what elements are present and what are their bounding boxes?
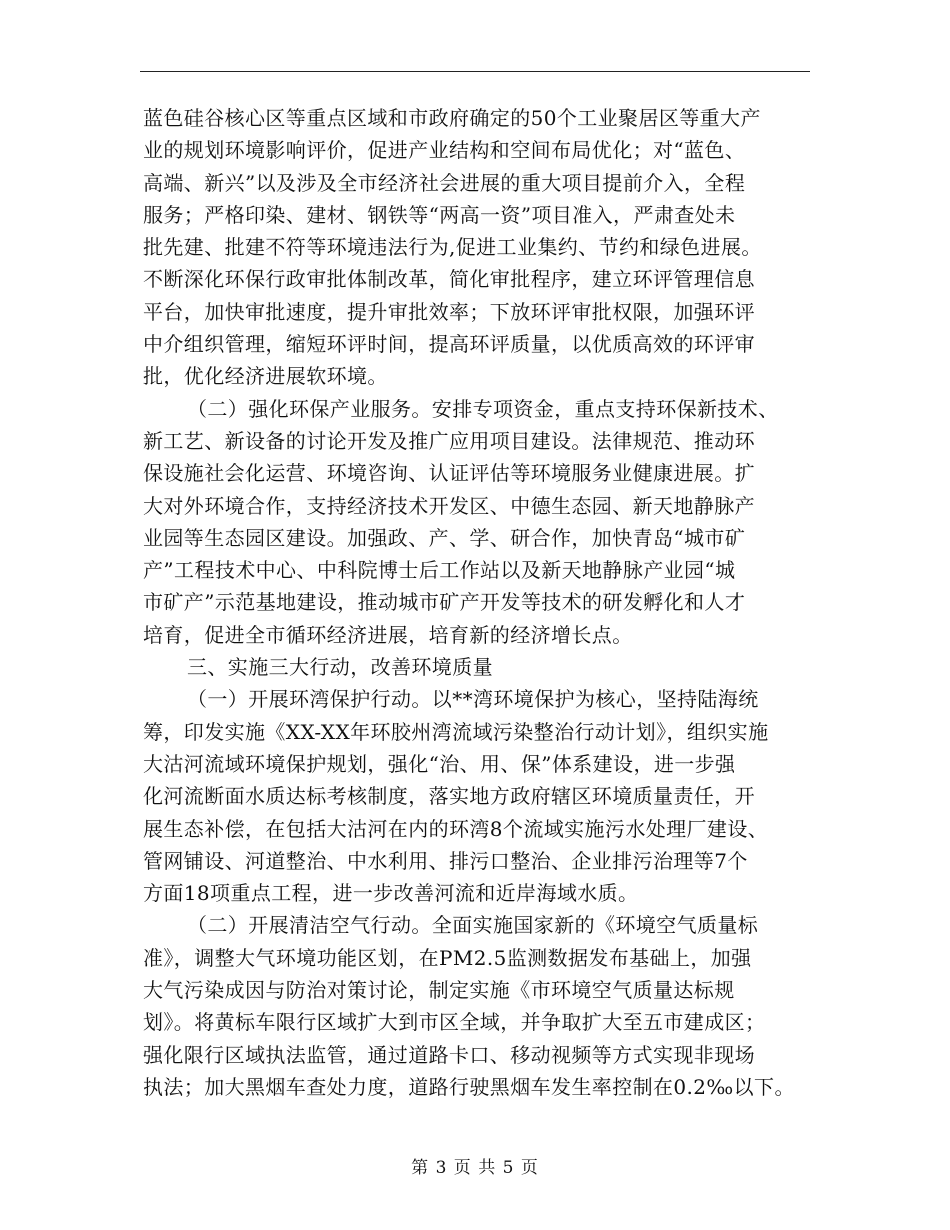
text-line: 新工艺、新设备的讨论开发及推广应用项目建设。法律规范、推动环 xyxy=(143,428,755,453)
text-line: 平台，加快审批速度，提升审批效率；下放环评审批权限，加强环评 xyxy=(143,299,755,324)
text-line: 批，优化经济进展软环境。 xyxy=(143,364,388,389)
text-line: 大气污染成因与防治对策讨论，制定实施《市环境空气质量达标规 xyxy=(143,978,735,1003)
document-body xyxy=(143,102,843,1103)
text-line: 划》。将黄标车限行区域扩大到市区全域，并争取扩大至五市建成区； xyxy=(143,1010,766,1035)
page-footer: 第 3 页 共 5 页 xyxy=(411,1158,539,1178)
text-line: 批先建、批建不符等环境违法行为,促进工业集约、节约和绿色进展。 xyxy=(143,235,762,260)
text-line: 强化限行区域执法监管，通过道路卡口、移动视频等方式实现非现场 xyxy=(143,1042,755,1067)
text-line: 展生态补偿，在包括大沽河在内的环湾8个流域实施污水处理厂建设、 xyxy=(143,816,769,841)
text-line: 市矿产”示范基地建设，推动城市矿产开发等技术的研发孵化和人才 xyxy=(143,590,746,615)
text-line: 方面18项重点工程，进一步改善河流和近岸海域水质。 xyxy=(143,881,639,906)
text-line: 蓝色硅谷核心区等重点区域和市政府确定的50个工业聚居区等重大产 xyxy=(143,106,761,130)
text-line: 筹，印发实施《XX-XX年环胶州湾流域污染整治行动计划》，组织实施 xyxy=(143,719,769,744)
text-line: 服务；严格印染、建材、钢铁等“两高一资”项目准入，严肃查处未 xyxy=(143,202,736,227)
text-line: 准》，调整大气环境功能区划，在PM2.5监测数据发布基础上，加强 xyxy=(143,945,752,970)
text-line: 执法；加大黑烟车查处力度，道路行驶黑烟车发生率控制在0.2‰以下。 xyxy=(143,1074,795,1099)
text-line: 中介组织管理，缩短环评时间，提高环评质量，以优质高效的环评审 xyxy=(143,332,755,357)
text-line: 培育，促进全市循环经济进展，培育新的经济增长点。 xyxy=(143,622,633,647)
text-line: （二）强化环保产业服务。安排专项资金，重点支持环保新技术、 xyxy=(187,396,779,421)
text-line: 不断深化环保行政审批体制改革，简化审批程序，建立环评管理信息 xyxy=(143,267,755,292)
text-line: 三、实施三大行动，改善环境质量 xyxy=(187,655,493,680)
text-line: 管网铺设、河道整治、中水利用、排污口整治、企业排污治理等7个 xyxy=(143,848,748,873)
header-rule xyxy=(140,71,810,72)
text-line: 业园等生态园区建设。加强政、产、学、研合作，加快青岛“城市矿 xyxy=(143,525,746,550)
text-line: 高端、新兴”以及涉及全市经济社会进展的重大项目提前介入，全程 xyxy=(143,170,746,195)
text-line: （一）开展环湾保护行动。以**湾环境保护为核心，坚持陆海统 xyxy=(187,687,759,712)
text-line: 化河流断面水质达标考核制度，落实地方政府辖区环境质量责任，开 xyxy=(143,784,755,809)
text-line: 大沽河流域环境保护规划，强化“治、用、保”体系建设，进一步强 xyxy=(143,751,736,776)
text-line: 产”工程技术中心、中科院博士后工作站以及新天地静脉产业园“城 xyxy=(143,558,736,583)
text-line: 保设施社会化运营、环境咨询、认证评估等环境服务业健康进展。扩 xyxy=(143,461,755,486)
text-line: （二）开展清洁空气行动。全面实施国家新的《环境空气质量标 xyxy=(187,913,759,938)
text-line: 业的规划环境影响评价，促进产业结构和空间布局优化；对“蓝色、 xyxy=(143,138,746,163)
text-line: 大对外环境合作，支持经济技术开发区、中德生态园、新天地静脉产 xyxy=(143,493,755,518)
